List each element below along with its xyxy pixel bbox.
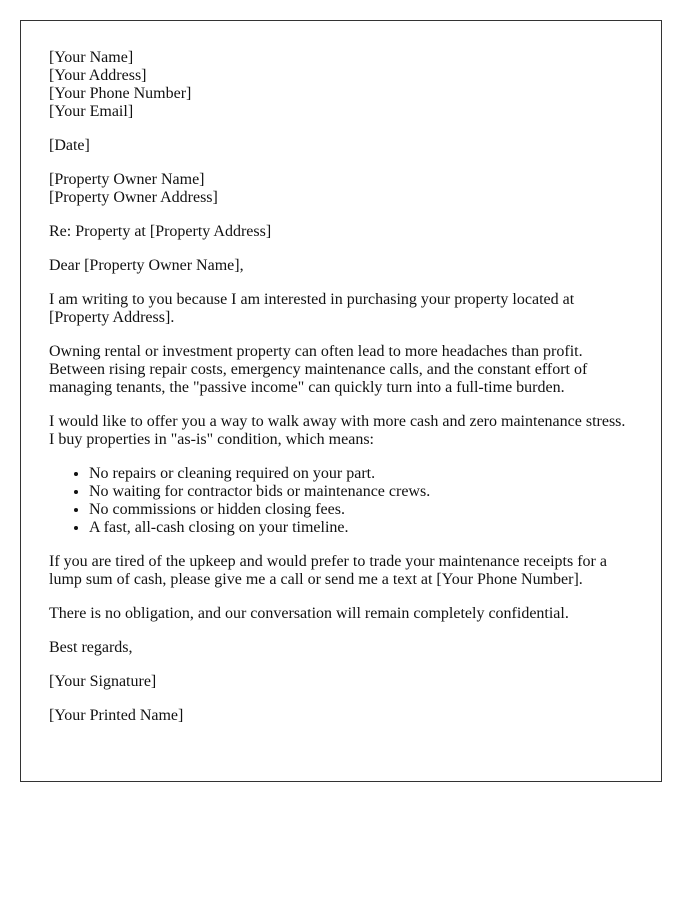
- benefits-list: [49, 465, 633, 537]
- text-line: managing tenants, the "passive income" can quickly turn into a full-time burden.: [49, 379, 565, 396]
- text-line: There is no obligation, and our conversation will remain completely confidential.: [49, 605, 569, 622]
- sender-block: [49, 49, 633, 121]
- text-line: I would like to offer you a way to walk away with more cash and zero maintenance stress.: [49, 413, 626, 430]
- text-line: Owning rental or investment property can often lead to more headaches than profit.: [49, 343, 583, 360]
- text-line: lump sum of cash, please give me a call or send me a text at [Your Phone Number].: [49, 571, 583, 588]
- list-item: • No waiting for contractor bids or maintenance crews.: [89, 483, 633, 501]
- subject-line: Re: Property at [Property Address]: [49, 223, 272, 240]
- signature: [Your Signature]: [49, 673, 157, 690]
- list-item: • No commissions or hidden closing fees.: [89, 501, 633, 519]
- list-item: • No repairs or cleaning required on your part.: [89, 465, 633, 483]
- text-line: Between rising repair costs, emergency maintenance calls, and the constant effort of: [49, 361, 588, 378]
- text-line: [Property Address].: [49, 309, 175, 326]
- sender-address: [Your Address]: [49, 67, 147, 84]
- sender-phone: [Your Phone Number]: [49, 85, 192, 102]
- sender-name: [Your Name]: [49, 49, 134, 66]
- date: [Date]: [49, 137, 90, 154]
- recipient-name: [Property Owner Name]: [49, 171, 205, 188]
- body-paragraph: [49, 343, 633, 397]
- text-line: If you are tired of the upkeep and would prefer to trade your maintenance receipts for a: [49, 553, 607, 570]
- signoff: Best regards,: [49, 639, 133, 656]
- letter-page: [20, 20, 662, 782]
- body-paragraph: [49, 413, 633, 449]
- body-paragraph: [49, 605, 633, 623]
- sender-email: [Your Email]: [49, 103, 134, 120]
- list-item: • A fast, all-cash closing on your timeline.: [89, 519, 633, 537]
- text-line: I buy properties in "as-is" condition, which means:: [49, 431, 374, 448]
- salutation: Dear [Property Owner Name],: [49, 257, 244, 274]
- text-line: I am writing to you because I am interested in purchasing your property located at: [49, 291, 575, 308]
- printed-name: [Your Printed Name]: [49, 707, 184, 724]
- body-paragraph: [49, 291, 633, 327]
- recipient-block: [49, 171, 633, 207]
- body-paragraph: [49, 553, 633, 589]
- recipient-address: [Property Owner Address]: [49, 189, 218, 206]
